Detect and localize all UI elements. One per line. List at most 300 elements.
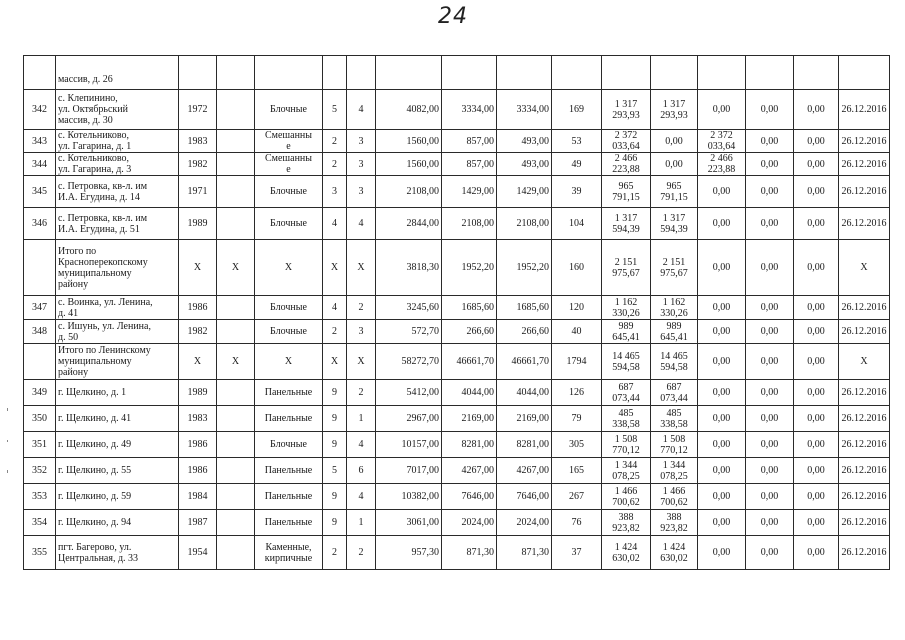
cost-fund-c-cell: 0,00 xyxy=(746,344,794,380)
wall-material-cell: Блочные xyxy=(255,296,323,320)
wall-material-cell: Блочные xyxy=(255,176,323,208)
living-area-cell: 3334,00 xyxy=(442,90,497,130)
living-area-cell: 857,00 xyxy=(442,130,497,153)
living-area-cell: 857,00 xyxy=(442,153,497,176)
entrances-cell: 2 xyxy=(347,380,376,406)
completion-date-cell: X xyxy=(839,344,890,380)
wall-material-cell: Смешанны е xyxy=(255,153,323,176)
address-cell: Итого по Ленинскому муниципальному району xyxy=(56,344,179,380)
residential-area-cell: 1952,20 xyxy=(497,240,552,296)
table-row xyxy=(24,208,890,240)
cost-fund-a-cell: 0,00 xyxy=(651,153,698,176)
total-cost-cell: 1 317 594,39 xyxy=(602,208,651,240)
residential-area-cell: 493,00 xyxy=(497,153,552,176)
total-area-cell: 2967,00 xyxy=(376,406,442,432)
table-row xyxy=(24,130,890,153)
cost-fund-b-cell: 0,00 xyxy=(698,458,746,484)
table-row xyxy=(24,406,890,432)
wall-material-cell: Смешанны е xyxy=(255,130,323,153)
address-cell: с. Воинка, ул. Ленина, д. 41 xyxy=(56,296,179,320)
cost-fund-c-cell: 0,00 xyxy=(746,208,794,240)
table-row xyxy=(24,176,890,208)
cost-fund-d-cell: 0,00 xyxy=(794,296,839,320)
residents-cell xyxy=(552,56,602,90)
cost-fund-b-cell: 2 372 033,64 xyxy=(698,130,746,153)
total-cost-cell: 2 466 223,88 xyxy=(602,153,651,176)
floors-cell: 2 xyxy=(323,130,347,153)
row-number: 353 xyxy=(24,484,56,510)
table-row xyxy=(24,484,890,510)
cost-fund-c-cell xyxy=(746,56,794,90)
row-number: 346 xyxy=(24,208,56,240)
year-cell: 1986 xyxy=(179,458,217,484)
cost-fund-a-cell: 1 508 770,12 xyxy=(651,432,698,458)
wall-material-cell: Панельные xyxy=(255,510,323,536)
table-row xyxy=(24,90,890,130)
floors-cell: 5 xyxy=(323,458,347,484)
residential-area-cell xyxy=(497,56,552,90)
row-number: 350 xyxy=(24,406,56,432)
completion-date-cell: 26.12.2016 xyxy=(839,536,890,570)
entrances-cell: X xyxy=(347,240,376,296)
total-cost-cell: 1 424 630,02 xyxy=(602,536,651,570)
wall-material-cell: Панельные xyxy=(255,484,323,510)
living-area-cell: 4267,00 xyxy=(442,458,497,484)
address-cell: г. Щелкино, д. 49 xyxy=(56,432,179,458)
cost-fund-b-cell: 0,00 xyxy=(698,432,746,458)
year-cell: 1972 xyxy=(179,90,217,130)
entrances-cell: 3 xyxy=(347,130,376,153)
total-cost-cell: 1 162 330,26 xyxy=(602,296,651,320)
wall-material-cell: X xyxy=(255,344,323,380)
residents-cell: 76 xyxy=(552,510,602,536)
total-area-cell: 2108,00 xyxy=(376,176,442,208)
address-cell: г. Щелкино, д. 94 xyxy=(56,510,179,536)
row-number: 343 xyxy=(24,130,56,153)
living-area-cell: 266,60 xyxy=(442,320,497,344)
floors-cell: 2 xyxy=(323,153,347,176)
address-cell: г. Щелкино, д. 59 xyxy=(56,484,179,510)
year-cell: 1982 xyxy=(179,320,217,344)
total-cost-cell: 14 465 594,58 xyxy=(602,344,651,380)
table-row xyxy=(24,458,890,484)
total-area-cell: 3818,30 xyxy=(376,240,442,296)
completion-date-cell: 26.12.2016 xyxy=(839,458,890,484)
table-row xyxy=(24,432,890,458)
row-number xyxy=(24,240,56,296)
wall-material-cell: Панельные xyxy=(255,458,323,484)
cost-fund-a-cell: 965 791,15 xyxy=(651,176,698,208)
cost-fund-b-cell: 0,00 xyxy=(698,176,746,208)
floors-cell: 4 xyxy=(323,208,347,240)
row-number: 345 xyxy=(24,176,56,208)
total-cost-cell: 388 923,82 xyxy=(602,510,651,536)
cost-fund-b-cell: 0,00 xyxy=(698,90,746,130)
address-cell: с. Котельниково, ул. Гагарина, д. 1 xyxy=(56,130,179,153)
address-cell: пгт. Багерово, ул. Центральная, д. 33 xyxy=(56,536,179,570)
residential-area-cell: 1429,00 xyxy=(497,176,552,208)
total-area-cell: 3061,00 xyxy=(376,510,442,536)
living-area-cell: 46661,70 xyxy=(442,344,497,380)
row-number: 349 xyxy=(24,380,56,406)
year-cell: 1982 xyxy=(179,153,217,176)
total-cost-cell: 2 372 033,64 xyxy=(602,130,651,153)
total-cost-cell: 1 317 293,93 xyxy=(602,90,651,130)
entrances-cell: 3 xyxy=(347,320,376,344)
floors-cell: X xyxy=(323,240,347,296)
cost-fund-b-cell: 0,00 xyxy=(698,320,746,344)
residential-area-cell: 4044,00 xyxy=(497,380,552,406)
cost-fund-d-cell: 0,00 xyxy=(794,344,839,380)
total-area-cell: 7017,00 xyxy=(376,458,442,484)
cost-fund-c-cell: 0,00 xyxy=(746,458,794,484)
living-area-cell: 1685,60 xyxy=(442,296,497,320)
address-cell: г. Щелкино, д. 1 xyxy=(56,380,179,406)
blank-cell xyxy=(217,406,255,432)
wall-material-cell: Блочные xyxy=(255,432,323,458)
residential-area-cell: 493,00 xyxy=(497,130,552,153)
floors-cell: 2 xyxy=(323,320,347,344)
cost-fund-b-cell xyxy=(698,56,746,90)
completion-date-cell: 26.12.2016 xyxy=(839,432,890,458)
cost-fund-a-cell: 0,00 xyxy=(651,130,698,153)
blank-cell xyxy=(217,153,255,176)
cost-fund-c-cell: 0,00 xyxy=(746,130,794,153)
year-cell: 1954 xyxy=(179,536,217,570)
address-cell: с. Петровка, кв-л. им И.А. Егудина, д. 51 xyxy=(56,208,179,240)
entrances-cell: 3 xyxy=(347,176,376,208)
address-cell: г. Щелкино, д. 41 xyxy=(56,406,179,432)
entrances-cell: 4 xyxy=(347,90,376,130)
residents-cell: 267 xyxy=(552,484,602,510)
completion-date-cell: 26.12.2016 xyxy=(839,90,890,130)
cost-fund-a-cell: 1 424 630,02 xyxy=(651,536,698,570)
cost-fund-a-cell: 14 465 594,58 xyxy=(651,344,698,380)
total-area-cell: 5412,00 xyxy=(376,380,442,406)
entrances-cell: X xyxy=(347,344,376,380)
completion-date-cell: 26.12.2016 xyxy=(839,176,890,208)
floors-cell: 9 xyxy=(323,510,347,536)
table-row xyxy=(24,344,890,380)
table-row xyxy=(24,153,890,176)
residents-cell: 120 xyxy=(552,296,602,320)
cost-fund-d-cell: 0,00 xyxy=(794,484,839,510)
cost-fund-b-cell: 0,00 xyxy=(698,536,746,570)
entrances-cell: 6 xyxy=(347,458,376,484)
blank-cell: X xyxy=(217,344,255,380)
completion-date-cell: 26.12.2016 xyxy=(839,153,890,176)
table-row xyxy=(24,510,890,536)
total-area-cell: 957,30 xyxy=(376,536,442,570)
residential-area-cell: 871,30 xyxy=(497,536,552,570)
entrances-cell xyxy=(347,56,376,90)
residential-area-cell: 2169,00 xyxy=(497,406,552,432)
cost-fund-b-cell: 0,00 xyxy=(698,296,746,320)
cost-fund-a-cell: 388 923,82 xyxy=(651,510,698,536)
cost-fund-b-cell: 2 466 223,88 xyxy=(698,153,746,176)
address-cell: с. Котельниково, ул. Гагарина, д. 3 xyxy=(56,153,179,176)
cost-fund-a-cell: 989 645,41 xyxy=(651,320,698,344)
residential-area-cell: 3334,00 xyxy=(497,90,552,130)
floors-cell: 9 xyxy=(323,432,347,458)
cost-fund-c-cell: 0,00 xyxy=(746,176,794,208)
address-cell: с. Клепинино, ул. Октябрьский массив, д. 30 xyxy=(56,90,179,130)
cost-fund-b-cell: 0,00 xyxy=(698,510,746,536)
blank-cell: X xyxy=(217,240,255,296)
year-cell: X xyxy=(179,240,217,296)
table-row xyxy=(24,240,890,296)
table-row xyxy=(24,536,890,570)
cost-fund-b-cell: 0,00 xyxy=(698,344,746,380)
floors-cell: 5 xyxy=(323,90,347,130)
total-cost-cell: 1 344 078,25 xyxy=(602,458,651,484)
cost-fund-a-cell: 1 162 330,26 xyxy=(651,296,698,320)
blank-cell xyxy=(217,90,255,130)
wall-material-cell xyxy=(255,56,323,90)
entrances-cell: 4 xyxy=(347,432,376,458)
row-number: 351 xyxy=(24,432,56,458)
cost-fund-d-cell: 0,00 xyxy=(794,240,839,296)
scan-mark xyxy=(7,440,8,442)
cost-fund-c-cell: 0,00 xyxy=(746,296,794,320)
cost-fund-b-cell: 0,00 xyxy=(698,484,746,510)
total-cost-cell: 989 645,41 xyxy=(602,320,651,344)
residential-area-cell: 266,60 xyxy=(497,320,552,344)
total-area-cell: 1560,00 xyxy=(376,130,442,153)
cost-fund-d-cell: 0,00 xyxy=(794,153,839,176)
cost-fund-d-cell: 0,00 xyxy=(794,208,839,240)
year-cell: 1986 xyxy=(179,296,217,320)
residents-cell: 126 xyxy=(552,380,602,406)
entrances-cell: 4 xyxy=(347,208,376,240)
row-number xyxy=(24,344,56,380)
cost-fund-c-cell: 0,00 xyxy=(746,432,794,458)
residents-cell: 305 xyxy=(552,432,602,458)
cost-fund-b-cell: 0,00 xyxy=(698,406,746,432)
address-cell: массив, д. 26 xyxy=(56,56,179,90)
residents-cell: 37 xyxy=(552,536,602,570)
cost-fund-c-cell: 0,00 xyxy=(746,153,794,176)
wall-material-cell: Блочные xyxy=(255,90,323,130)
entrances-cell: 3 xyxy=(347,153,376,176)
table-row xyxy=(24,296,890,320)
row-number: 348 xyxy=(24,320,56,344)
completion-date-cell: 26.12.2016 xyxy=(839,484,890,510)
floors-cell: X xyxy=(323,344,347,380)
completion-date-cell: 26.12.2016 xyxy=(839,510,890,536)
blank-cell xyxy=(217,458,255,484)
row-number: 344 xyxy=(24,153,56,176)
row-number: 355 xyxy=(24,536,56,570)
blank-cell xyxy=(217,320,255,344)
living-area-cell: 2108,00 xyxy=(442,208,497,240)
total-cost-cell: 2 151 975,67 xyxy=(602,240,651,296)
housing-registry-table xyxy=(23,55,890,570)
total-area-cell: 1560,00 xyxy=(376,153,442,176)
completion-date-cell: 26.12.2016 xyxy=(839,296,890,320)
wall-material-cell: Каменные, кирпичные xyxy=(255,536,323,570)
residential-area-cell: 2024,00 xyxy=(497,510,552,536)
total-area-cell xyxy=(376,56,442,90)
scan-mark xyxy=(7,408,8,411)
blank-cell xyxy=(217,56,255,90)
completion-date-cell: X xyxy=(839,240,890,296)
blank-cell xyxy=(217,536,255,570)
total-cost-cell xyxy=(602,56,651,90)
residents-cell: 1794 xyxy=(552,344,602,380)
cost-fund-a-cell: 2 151 975,67 xyxy=(651,240,698,296)
year-cell: 1983 xyxy=(179,130,217,153)
row-number: 342 xyxy=(24,90,56,130)
year-cell xyxy=(179,56,217,90)
residential-area-cell: 7646,00 xyxy=(497,484,552,510)
living-area-cell: 7646,00 xyxy=(442,484,497,510)
completion-date-cell: 26.12.2016 xyxy=(839,406,890,432)
page-number: 24 xyxy=(438,4,468,29)
completion-date-cell: 26.12.2016 xyxy=(839,208,890,240)
floors-cell: 9 xyxy=(323,406,347,432)
living-area-cell: 8281,00 xyxy=(442,432,497,458)
floors-cell: 3 xyxy=(323,176,347,208)
entrances-cell: 1 xyxy=(347,510,376,536)
cost-fund-c-cell: 0,00 xyxy=(746,90,794,130)
cost-fund-d-cell xyxy=(794,56,839,90)
year-cell: 1984 xyxy=(179,484,217,510)
total-cost-cell: 687 073,44 xyxy=(602,380,651,406)
cost-fund-c-cell: 0,00 xyxy=(746,380,794,406)
cost-fund-a-cell: 687 073,44 xyxy=(651,380,698,406)
cost-fund-c-cell: 0,00 xyxy=(746,320,794,344)
floors-cell: 9 xyxy=(323,380,347,406)
cost-fund-d-cell: 0,00 xyxy=(794,320,839,344)
blank-cell xyxy=(217,296,255,320)
wall-material-cell: Панельные xyxy=(255,406,323,432)
residents-cell: 169 xyxy=(552,90,602,130)
residential-area-cell: 1685,60 xyxy=(497,296,552,320)
cost-fund-d-cell: 0,00 xyxy=(794,130,839,153)
wall-material-cell: Блочные xyxy=(255,208,323,240)
blank-cell xyxy=(217,380,255,406)
residential-area-cell: 4267,00 xyxy=(497,458,552,484)
cost-fund-a-cell: 485 338,58 xyxy=(651,406,698,432)
total-area-cell: 572,70 xyxy=(376,320,442,344)
entrances-cell: 1 xyxy=(347,406,376,432)
cost-fund-b-cell: 0,00 xyxy=(698,240,746,296)
row-number: 352 xyxy=(24,458,56,484)
residents-cell: 40 xyxy=(552,320,602,344)
living-area-cell xyxy=(442,56,497,90)
cost-fund-c-cell: 0,00 xyxy=(746,406,794,432)
cost-fund-d-cell: 0,00 xyxy=(794,458,839,484)
total-cost-cell: 1 508 770,12 xyxy=(602,432,651,458)
living-area-cell: 871,30 xyxy=(442,536,497,570)
wall-material-cell: Панельные xyxy=(255,380,323,406)
total-area-cell: 3245,60 xyxy=(376,296,442,320)
blank-cell xyxy=(217,510,255,536)
residents-cell: 49 xyxy=(552,153,602,176)
residents-cell: 104 xyxy=(552,208,602,240)
year-cell: 1983 xyxy=(179,406,217,432)
cost-fund-a-cell: 1 466 700,62 xyxy=(651,484,698,510)
cost-fund-d-cell: 0,00 xyxy=(794,432,839,458)
floors-cell: 2 xyxy=(323,536,347,570)
total-cost-cell: 485 338,58 xyxy=(602,406,651,432)
floors-cell: 9 xyxy=(323,484,347,510)
year-cell: 1986 xyxy=(179,432,217,458)
cost-fund-c-cell: 0,00 xyxy=(746,510,794,536)
entrances-cell: 2 xyxy=(347,536,376,570)
blank-cell xyxy=(217,130,255,153)
living-area-cell: 2024,00 xyxy=(442,510,497,536)
year-cell: 1989 xyxy=(179,208,217,240)
cost-fund-d-cell: 0,00 xyxy=(794,510,839,536)
table-row xyxy=(24,56,890,90)
cost-fund-a-cell: 1 317 293,93 xyxy=(651,90,698,130)
cost-fund-d-cell: 0,00 xyxy=(794,406,839,432)
year-cell: 1971 xyxy=(179,176,217,208)
total-area-cell: 4082,00 xyxy=(376,90,442,130)
cost-fund-d-cell: 0,00 xyxy=(794,176,839,208)
total-area-cell: 10382,00 xyxy=(376,484,442,510)
living-area-cell: 1952,20 xyxy=(442,240,497,296)
cost-fund-c-cell: 0,00 xyxy=(746,240,794,296)
residential-area-cell: 8281,00 xyxy=(497,432,552,458)
total-area-cell: 10157,00 xyxy=(376,432,442,458)
total-cost-cell: 965 791,15 xyxy=(602,176,651,208)
completion-date-cell xyxy=(839,56,890,90)
total-area-cell: 2844,00 xyxy=(376,208,442,240)
table-row xyxy=(24,380,890,406)
completion-date-cell: 26.12.2016 xyxy=(839,380,890,406)
address-cell: Итого по Красноперекопскому муниципальному району xyxy=(56,240,179,296)
total-cost-cell: 1 466 700,62 xyxy=(602,484,651,510)
blank-cell xyxy=(217,176,255,208)
cost-fund-b-cell: 0,00 xyxy=(698,208,746,240)
year-cell: 1987 xyxy=(179,510,217,536)
completion-date-cell: 26.12.2016 xyxy=(839,320,890,344)
residents-cell: 79 xyxy=(552,406,602,432)
table-row xyxy=(24,320,890,344)
year-cell: X xyxy=(179,344,217,380)
cost-fund-a-cell: 1 317 594,39 xyxy=(651,208,698,240)
residents-cell: 160 xyxy=(552,240,602,296)
completion-date-cell: 26.12.2016 xyxy=(839,130,890,153)
total-area-cell: 58272,70 xyxy=(376,344,442,380)
cost-fund-c-cell: 0,00 xyxy=(746,536,794,570)
floors-cell xyxy=(323,56,347,90)
entrances-cell: 2 xyxy=(347,296,376,320)
residents-cell: 165 xyxy=(552,458,602,484)
row-number: 354 xyxy=(24,510,56,536)
row-number: 347 xyxy=(24,296,56,320)
residents-cell: 39 xyxy=(552,176,602,208)
cost-fund-d-cell: 0,00 xyxy=(794,380,839,406)
living-area-cell: 2169,00 xyxy=(442,406,497,432)
blank-cell xyxy=(217,208,255,240)
cost-fund-a-cell xyxy=(651,56,698,90)
address-cell: г. Щелкино, д. 55 xyxy=(56,458,179,484)
blank-cell xyxy=(217,432,255,458)
residential-area-cell: 46661,70 xyxy=(497,344,552,380)
cost-fund-a-cell: 1 344 078,25 xyxy=(651,458,698,484)
row-number xyxy=(24,56,56,90)
living-area-cell: 1429,00 xyxy=(442,176,497,208)
floors-cell: 4 xyxy=(323,296,347,320)
cost-fund-d-cell: 0,00 xyxy=(794,90,839,130)
address-cell: с. Ишунь, ул. Ленина, д. 50 xyxy=(56,320,179,344)
table-body xyxy=(24,56,890,570)
cost-fund-c-cell: 0,00 xyxy=(746,484,794,510)
